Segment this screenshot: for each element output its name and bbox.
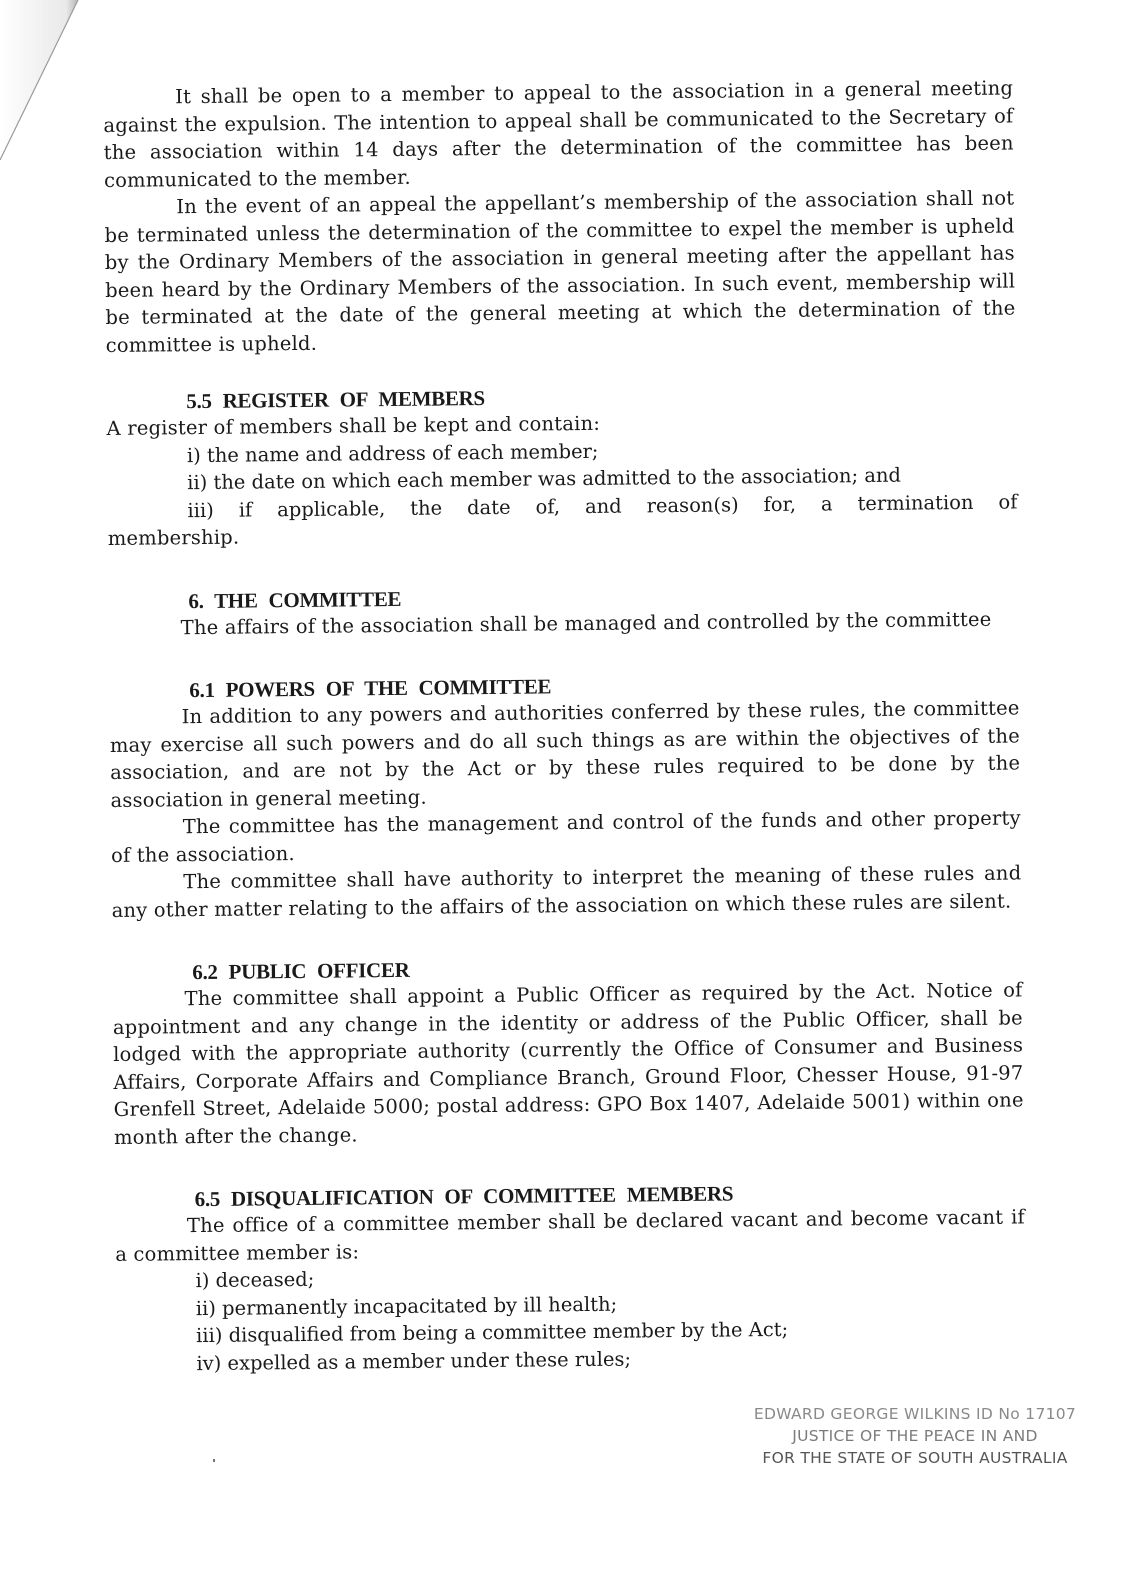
section-heading-the-committee: 6. THE COMMITTEE (188, 586, 402, 613)
powers-paragraph-2: The committee has the management and control of the funds and other property of the association. (110, 806, 1021, 867)
register-item-3: iii) if applicable, the date of, and reason(s) for, a termination of (187, 489, 1018, 522)
section-heading-disqualification: 6.5 DISQUALIFICATION OF COMMITTEE MEMBERS (194, 1181, 734, 1212)
disqualification-item-4: iv) expelled as a member under these rules; (196, 1347, 632, 1375)
justice-of-the-peace-stamp (740, 1403, 1090, 1469)
stamp-line-jurisdiction: FOR THE STATE OF SOUTH AUSTRALIA (762, 1449, 1068, 1467)
disqualification-item-3: iii) disqualified from being a committee member by the Act; (195, 1317, 789, 1348)
section-heading-public-officer: 6.2 PUBLIC OFFICER (192, 957, 410, 985)
register-item-2: ii) the date on which each member was admitted to the association; and (187, 463, 902, 495)
register-item-1: i) the name and address of each member; (186, 439, 599, 467)
page-fold-shadow (0, 0, 80, 170)
register-item-3-continuation: membership. (107, 525, 240, 550)
powers-paragraph-3: The committee shall have authority to interpret the meaning of these rules and any other matter relating to the affairs of the association on which these rules are silent. (111, 861, 1022, 922)
public-officer-paragraph: The committee shall appoint a Public Officer as required by the Act. Notice of appointment and any change in the identity or address of the Public Officer, shall be lodged with the appropriate authority (currently the Office of Consumer and Business Affairs, Corporate Affairs and Compliance Branch, Ground Floor, Chesser House, 91-97 Grenfell Street, Adelaide 5000; postal address: GPO Box 1407, Adelaide 5001) within one month after the change. (112, 978, 1024, 1149)
appeal-paragraph: It shall be open to a member to appeal to the association in a general meeting against the expulsion. The intention to appeal shall be communicated to the Secretary of the association within 14 days after the determination of the committee has been communicated to the member. (103, 76, 1014, 192)
disqualification-lead: The office of a committee member shall be declared vacant and become vacant if a committee member is: (115, 1205, 1026, 1266)
disqualification-item-2: ii) permanently incapacitated by ill health; (195, 1292, 618, 1320)
scan-speck (213, 1459, 215, 1462)
register-lead: A register of members shall be kept and contain: (106, 411, 601, 440)
powers-paragraph-1: In addition to any powers and authorities conferred by these rules, the committee may exercise all such powers and do all such things as are within the objectives of the association, and are not by the Act or by these rules required to be done by the association in general meeting. (109, 696, 1021, 812)
stamp-line-name: EDWARD GEORGE WILKINS ID No 17107 (753, 1405, 1077, 1423)
section-heading-powers-of-the-committee: 6.1 POWERS OF THE COMMITTEE (189, 674, 552, 703)
appeal-outcome-paragraph: In the event of an appeal the appellant’s membership of the association shall not be terminated unless the determination of the committee to expel the member is upheld by the Ordinary Members of the association in general meeting after the appellant has been heard by the Ordinary Members of the association. In such event, membership will be terminated at the date of the general meeting at which the determination of the committee is upheld. (104, 186, 1016, 357)
disqualification-item-1: i) deceased; (195, 1267, 315, 1293)
committee-paragraph: The affairs of the association shall be managed and controlled by the committee (180, 607, 992, 639)
section-heading-register-of-members: 5.5 REGISTER OF MEMBERS (186, 386, 485, 414)
document-page (103, 74, 1027, 1377)
stamp-line-title: JUSTICE OF THE PEACE IN AND (792, 1427, 1038, 1445)
